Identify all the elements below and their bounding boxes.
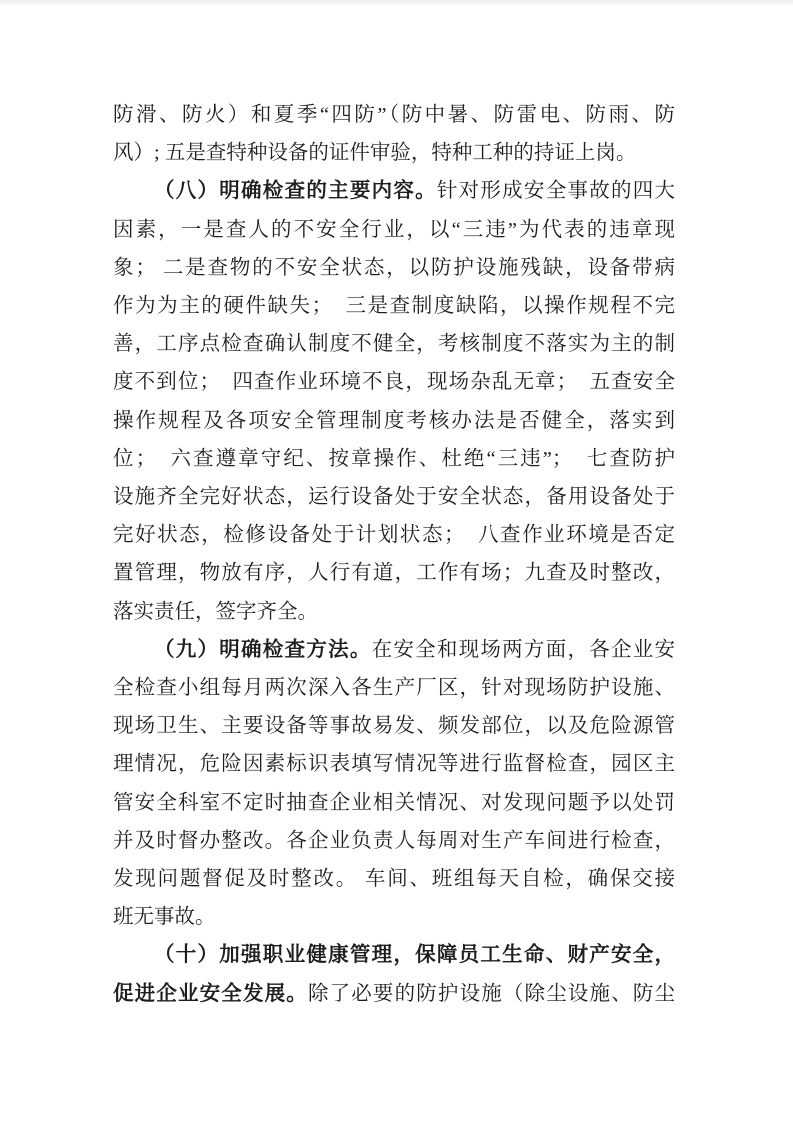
text-line: [113, 936, 675, 974]
body-text: 操作规程及各项安全管理制度考核办法是否健全，落实到: [113, 409, 675, 432]
body-text: 除了必要的防护设施（除尘设施、防尘: [307, 982, 676, 1005]
body-text: 全检查小组每月两次深入各生产厂区，针对现场防护设施、: [113, 677, 675, 700]
text-line: [113, 287, 675, 325]
body-text: 并及时督办整改。各企业负责人每周对生产车间进行检查，: [113, 829, 675, 852]
text-line: [113, 172, 675, 210]
body-text: 置管理，物放有序，人行有道，工作有场；九查及时整改，: [113, 562, 675, 585]
body-text: 因素，一是查人的不安全行业，以“三违”为代表的违章现: [113, 218, 675, 241]
text-line: [113, 516, 675, 554]
body-text: 针对形成安全事故的四大: [436, 180, 675, 203]
text-line: [113, 669, 675, 707]
text-line: [113, 822, 675, 860]
body-text: 善，工序点检查确认制度不健全，考核制度不落实为主的制: [113, 333, 675, 356]
body-text: 完好状态，检修设备处于计划状态； 八查作业环境是否定: [113, 524, 675, 547]
text-line: [113, 975, 675, 1013]
text-line: [113, 631, 675, 669]
body-text: 设施齐全完好状态，运行设备处于安全状态，备用设备处于: [113, 486, 675, 509]
text-line: [113, 898, 675, 936]
body-text: 作为为主的硬件缺失； 三是查制度缺陷，以操作规程不完: [113, 295, 675, 318]
text-line: [113, 860, 675, 898]
text-line: [113, 134, 675, 172]
body-text: 管安全科室不定时抽查企业相关情况、对发现问题予以处罚: [113, 791, 675, 814]
text-line: [113, 554, 675, 592]
heading-text: （九）明确检查方法。: [154, 638, 372, 661]
document-body: [113, 96, 675, 1013]
body-text: 理情况，危险因素标识表填写情况等进行监督检查，园区主: [113, 753, 675, 776]
text-line: [113, 745, 675, 783]
body-text: 发现问题督促及时整改。 车间、班组每天自检，确保交接: [113, 868, 675, 891]
text-line: [113, 211, 675, 249]
text-line: [113, 249, 675, 287]
text-line: [113, 593, 675, 631]
text-line: [113, 784, 675, 822]
text-line: [113, 440, 675, 478]
heading-text: （八）明确检查的主要内容。: [154, 180, 437, 203]
body-text: 风）; 五是查特种设备的证件审验，特种工种的持证上岗。: [113, 142, 637, 165]
body-text: 象； 二是查物的不安全状态，以防护设施残缺，设备带病: [113, 256, 675, 279]
heading-text: 促进企业安全发展。: [113, 982, 308, 1005]
text-line: [113, 707, 675, 745]
text-line: [113, 402, 675, 440]
body-text: 位； 六查遵章守纪、按章操作、杜绝“三违”； 七查防护: [113, 447, 675, 470]
text-line: [113, 325, 675, 363]
text-line: [113, 363, 675, 401]
body-text: 在安全和现场两方面，各企业安: [371, 638, 675, 661]
body-text: 防滑、防火）和夏季“四防”（防中暑、防雷电、防雨、防: [113, 104, 675, 126]
body-text: 现场卫生、主要设备等事故易发、频发部位，以及危险源管: [113, 715, 675, 738]
body-text: 度不到位； 四查作业环境不良，现场杂乱无章； 五查安全: [113, 371, 675, 394]
text-line: [113, 96, 675, 134]
body-text: 班无事故。: [113, 906, 216, 929]
body-text: 落实责任，签字齐全。: [113, 600, 318, 623]
text-line: [113, 478, 675, 516]
heading-text: （十）加强职业健康管理，保障员工生命、财产安全，: [154, 944, 675, 967]
